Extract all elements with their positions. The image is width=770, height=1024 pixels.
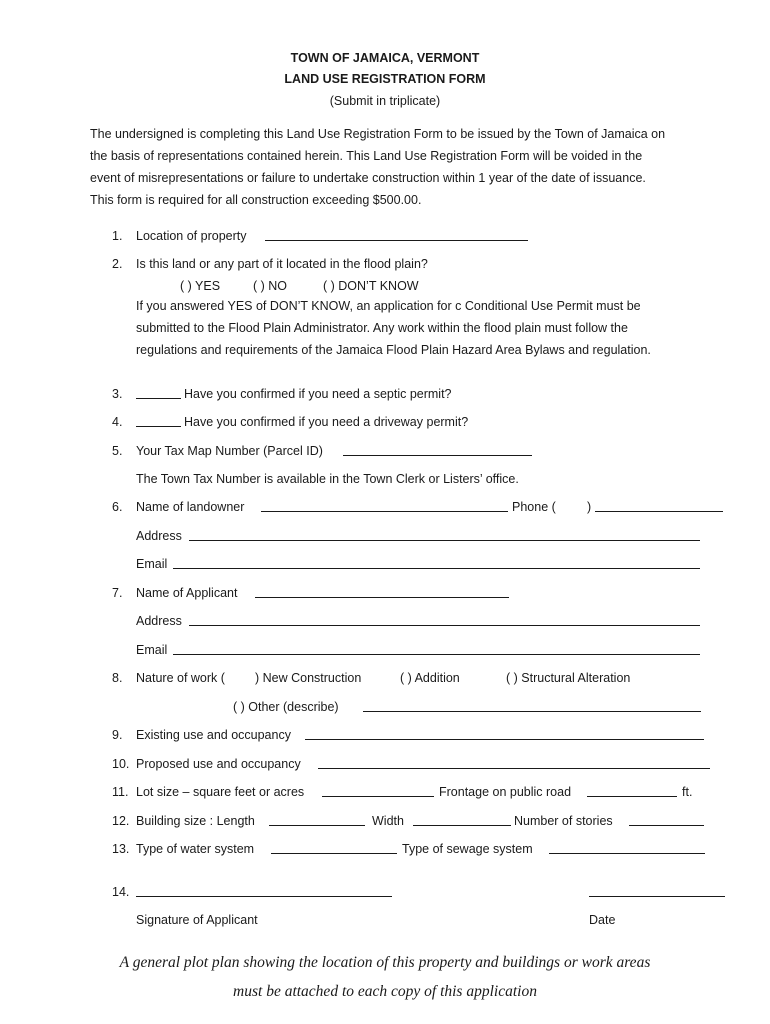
building-length-label: Building size : Length [136, 814, 255, 828]
feet-unit: ft. [682, 785, 693, 799]
tax-map-label: Your Tax Map Number (Parcel ID) [136, 444, 323, 458]
width-field[interactable] [413, 813, 511, 826]
email-label: Email [136, 557, 168, 571]
flood-dont-know-checkbox[interactable]: ( ) DON’T KNOW [323, 279, 419, 293]
lot-size-label: Lot size – square feet or acres [136, 785, 305, 799]
structural-alteration-checkbox[interactable]: ( ) Structural Alteration [506, 671, 631, 685]
plot-plan-note-line-2: must be attached to each copy of this application [233, 983, 537, 1000]
water-system-label: Type of water system [136, 842, 255, 856]
location-field[interactable] [265, 228, 528, 241]
stories-field[interactable] [629, 813, 704, 826]
addition-checkbox[interactable]: ( ) Addition [400, 671, 460, 685]
flood-note-1: If you answered YES of DON’T KNOW, an application for c Conditional Use Permit must be [136, 299, 641, 313]
address-label: Address [136, 614, 182, 628]
septic-field[interactable] [136, 386, 181, 399]
submit-note: (Submit in triplicate) [329, 94, 441, 108]
applicant-email-field[interactable] [173, 642, 700, 655]
plot-plan-note-line-1: A general plot plan showing the location of this property and buildings or work areas [119, 954, 651, 971]
applicant-label: Name of Applicant [136, 586, 238, 600]
form-title: LAND USE REGISTRATION FORM [284, 72, 486, 86]
item-number: 13. [112, 842, 130, 856]
signature-field[interactable] [136, 884, 392, 897]
frontage-field[interactable] [587, 784, 677, 797]
flood-no-checkbox[interactable]: ( ) NO [253, 279, 288, 293]
item-number: 3. [112, 387, 123, 401]
nature-of-work-label: Nature of work ( [136, 671, 225, 685]
item-number: 11. [112, 785, 129, 799]
phone-close-paren: ) [587, 500, 592, 514]
item-number: 5. [112, 444, 123, 458]
date-label: Date [589, 913, 616, 927]
address-label: Address [136, 529, 182, 543]
item-number: 14. [112, 885, 130, 899]
item-number: 10. [112, 757, 130, 771]
proposed-use-label: Proposed use and occupancy [136, 757, 301, 771]
lot-size-field[interactable] [322, 784, 434, 797]
intro-line-3: event of misrepresentations or failure to undertake construction within 1 year of the date of issuance. [90, 171, 646, 185]
email-label: Email [136, 643, 168, 657]
width-label: Width [372, 814, 404, 828]
building-length-field[interactable] [269, 813, 365, 826]
intro-line-4: This form is required for all construction exceeding $500.00. [90, 193, 422, 207]
tax-note: The Town Tax Number is available in the Town Clerk or Listers’ office. [136, 472, 519, 486]
location-label: Location of property [136, 229, 247, 243]
frontage-label: Frontage on public road [439, 785, 572, 799]
flood-note-3: regulations and requirements of the Jamaica Flood Plain Hazard Area Bylaws and regulation. [136, 343, 651, 357]
flood-yes-checkbox[interactable]: ( ) YES [180, 279, 221, 293]
signature-label: Signature of Applicant [136, 913, 258, 927]
item-number: 12. [112, 814, 130, 828]
phone-label: Phone ( [512, 500, 556, 514]
water-system-field[interactable] [271, 841, 397, 854]
driveway-field[interactable] [136, 414, 181, 427]
item-number: 4. [112, 415, 123, 429]
landowner-email-field[interactable] [173, 556, 700, 569]
other-checkbox[interactable]: ( ) Other (describe) [233, 700, 339, 714]
sewage-system-field[interactable] [549, 841, 705, 854]
landowner-phone-field[interactable] [595, 499, 723, 512]
sewage-system-label: Type of sewage system [402, 842, 533, 856]
septic-label: Have you confirmed if you need a septic permit? [184, 387, 452, 401]
landowner-address-field[interactable] [189, 528, 700, 541]
intro-line-2: the basis of representations contained herein. This Land Use Registration Form will be voided in the [90, 149, 643, 163]
existing-use-label: Existing use and occupancy [136, 728, 291, 742]
flood-question: Is this land or any part of it located in the flood plain? [136, 257, 428, 271]
other-describe-field[interactable] [363, 699, 701, 712]
item-number: 1. [112, 229, 123, 243]
driveway-label: Have you confirmed if you need a driveway permit? [184, 415, 469, 429]
flood-note-2: submitted to the Flood Plain Administrator. Any work within the flood plain must follow the [136, 321, 628, 335]
landowner-label: Name of landowner [136, 500, 245, 514]
stories-label: Number of stories [514, 814, 613, 828]
applicant-address-field[interactable] [189, 613, 700, 626]
tax-map-field[interactable] [343, 443, 532, 456]
proposed-use-field[interactable] [318, 756, 710, 769]
item-number: 9. [112, 728, 123, 742]
item-number: 2. [112, 257, 123, 271]
existing-use-field[interactable] [305, 727, 704, 740]
applicant-field[interactable] [255, 585, 509, 598]
town-heading: TOWN OF JAMAICA, VERMONT [290, 51, 480, 65]
date-field[interactable] [589, 884, 725, 897]
item-number: 6. [112, 500, 123, 514]
landowner-field[interactable] [261, 499, 508, 512]
item-number: 7. [112, 586, 123, 600]
item-number: 8. [112, 671, 123, 685]
intro-line-1: The undersigned is completing this Land Use Registration Form to be issued by the Town of Jamaica on [90, 127, 666, 141]
new-construction-checkbox[interactable]: ) New Construction [255, 671, 362, 685]
